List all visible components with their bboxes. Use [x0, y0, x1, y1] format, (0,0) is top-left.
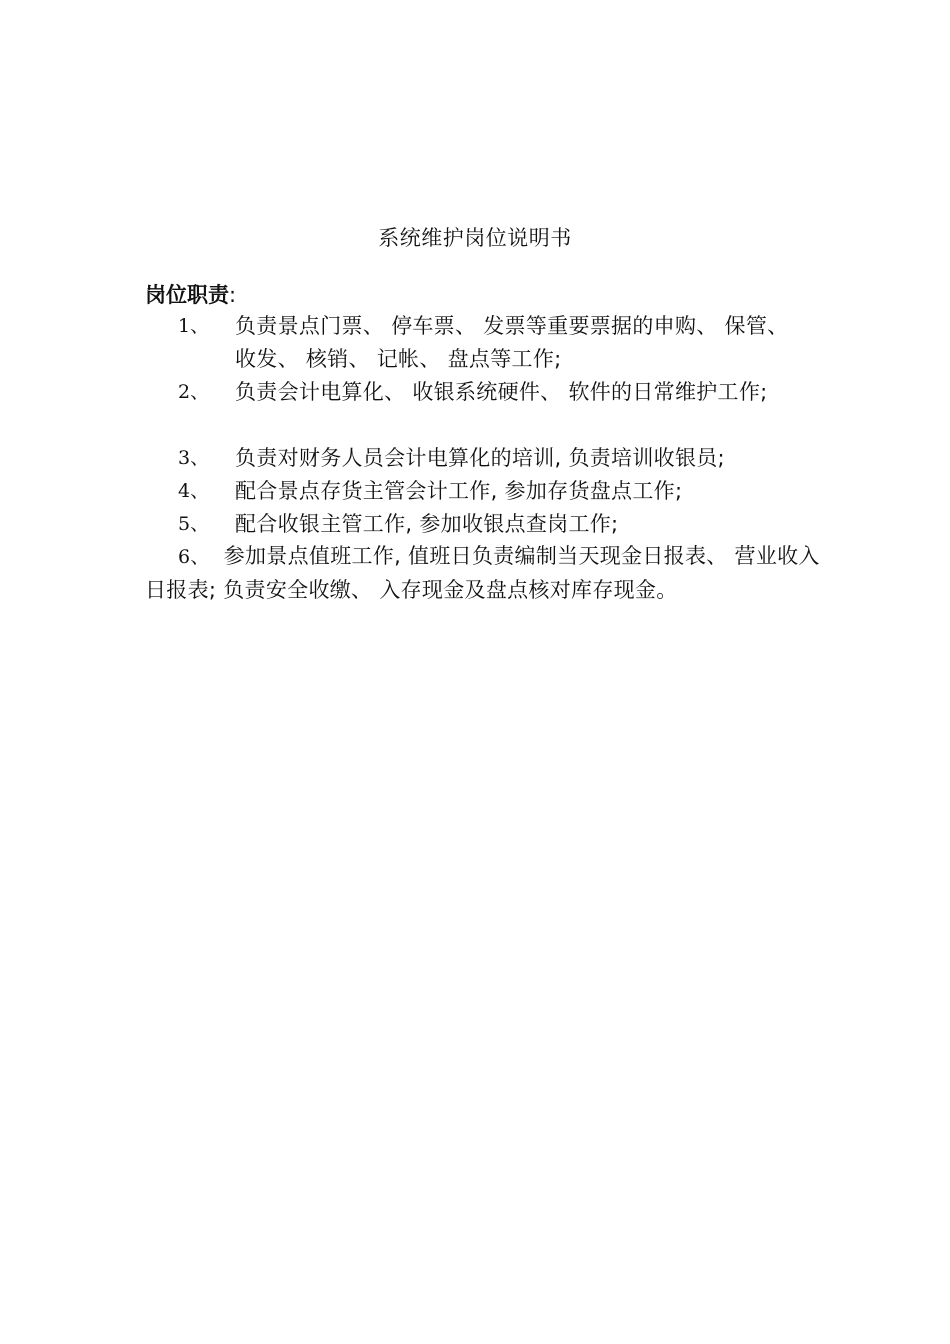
- duty-item-number: 5、: [178, 513, 210, 535]
- duty-item-number: 6、: [178, 546, 210, 568]
- duty-item-number: 4、: [178, 480, 210, 502]
- duty-item-text: 参加景点值班工作, 值班日负责编制当天现金日报表、 营业收入日报表; 负责安全收缴、 入存现金及盘点核对库存现金。: [145, 544, 820, 602]
- duty-item-text: 负责景点门票、 停车票、 发票等重要票据的申购、 保管、 收发、 核销、 记帐、 盘点等工作;: [235, 314, 789, 371]
- duty-item-number: 2、: [178, 381, 210, 403]
- section-heading-label: 岗位职责: [145, 283, 229, 307]
- duty-item-text: 负责会计电算化、 收银系统硬件、 软件的日常维护工作;: [235, 380, 768, 404]
- duty-item: [145, 540, 825, 607]
- duty-item-number: 3、: [178, 447, 210, 469]
- document-title: 系统维护岗位说明书: [378, 226, 572, 250]
- section-heading: [145, 281, 236, 309]
- duty-item-text: 负责对财务人员会计电算化的培训, 负责培训收银员;: [235, 446, 725, 470]
- duty-item-number: 1、: [178, 315, 210, 337]
- duty-item-text: 配合收银主管工作, 参加收银点查岗工作;: [235, 512, 619, 536]
- section-heading-colon: :: [229, 283, 237, 307]
- duty-item-text: 配合景点存货主管会计工作, 参加存货盘点工作;: [235, 479, 683, 503]
